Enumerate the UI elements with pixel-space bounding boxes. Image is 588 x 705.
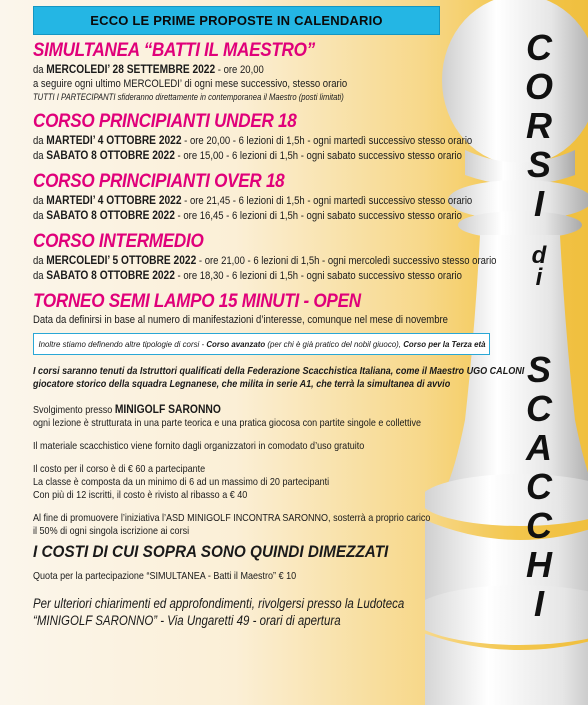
vertical-title-scacchi xyxy=(514,350,564,623)
intermedio-line-2: da SABATO 8 OTTOBRE 2022 - ore 18,30 - 6 lezioni di 1,5h - ogni sabato successivo stesso orario xyxy=(33,268,462,282)
vertical-letter: A xyxy=(526,427,552,468)
vertical-letter: d xyxy=(531,242,547,269)
vertical-letter: S xyxy=(526,349,551,390)
vertical-letter: C xyxy=(526,505,552,546)
simultanea-fee: Quota per la partecipazione “SIMULTANEA - Batti il Maestro” € 10 xyxy=(33,570,297,582)
simultanea-date: da MERCOLEDI’ 28 SETTEMBRE 2022 - ore 20,00 xyxy=(33,62,264,76)
intermedio-title: CORSO INTERMEDIO xyxy=(33,231,204,252)
simultanea-title: SIMULTANEA “BATTI IL MAESTRO” xyxy=(33,40,315,61)
cost-line-1: Il costo per il corso è di € 60 a partecipante xyxy=(33,463,206,475)
torneo-line: Data da definirsi in base al numero di manifestazioni d’interesse, comunque nel mese di novembre xyxy=(33,314,448,326)
vertical-title-corsi xyxy=(514,28,564,223)
vertical-letter: C xyxy=(526,27,552,68)
halved-costs-headline: I COSTI DI CUI SOPRA SONO QUINDI DIMEZZATI xyxy=(33,542,389,561)
simultanea-recurrence: a seguire ogni ultimo MERCOLEDI’ di ogni mese successivo, stesso orario xyxy=(33,78,348,90)
vertical-letter: H xyxy=(526,544,552,585)
vertical-title-di xyxy=(514,242,564,291)
contact-line-2: “MINIGOLF SARONNO” - Via Ungaretti 49 - orari di apertura xyxy=(33,613,341,628)
vertical-letter: i xyxy=(535,264,543,291)
cost-line-3: Con più di 12 iscritti, il costo è rivisto al ribasso a € 40 xyxy=(33,489,248,501)
venue-line-1: Svolgimento presso MINIGOLF SARONNO xyxy=(33,402,221,416)
vertical-letter: I xyxy=(533,583,544,624)
flyer-content xyxy=(33,40,525,629)
under18-line-2: da SABATO 8 OTTOBRE 2022 - ore 15,00 - 6 lezioni di 1,5h - ogni sabato successivo stesso orario xyxy=(33,148,462,162)
simultanea-note: TUTTI I PARTECIPANTI sfideranno direttamente in contemporanea il Maestro (posti limitati) xyxy=(33,92,344,102)
promotion-line-1: Al fine di promuovere l’iniziativa l’ASD MINIGOLF INCONTRA SARONNO, sosterrà a proprio carico xyxy=(33,512,431,524)
venue-line-2: ogni lezione è strutturata in una parte teorica e una pratica giocosa con partite singole e collettive xyxy=(33,417,422,429)
vertical-letter: I xyxy=(533,183,544,224)
calendar-banner: ECCO LE PRIME PROPOSTE IN CALENDARIO xyxy=(33,6,440,35)
instructors-line-1: I corsi saranno tenuti da Istruttori qualificati della Federazione Scacchistica Italiana, come il Maestro UGO CALONI xyxy=(33,365,525,377)
other-courses-text: Inoltre stiamo definendo altre tipologie di corsi - Corso avanzato (per chi è già pratico del nobil giuoco), Corso per la Terza età xyxy=(37,339,486,349)
over18-title: CORSO PRINCIPIANTI OVER 18 xyxy=(33,171,285,192)
under18-title: CORSO PRINCIPIANTI UNDER 18 xyxy=(33,111,297,132)
instructors-line-2: giocatore storico della squadra Legnanese, che milita in serie A1, che terrà la simultanea di avvio xyxy=(33,378,451,390)
over18-line-2: da SABATO 8 OTTOBRE 2022 - ore 16,45 - 6 lezioni di 1,5h - ogni sabato successivo stesso orario xyxy=(33,208,462,222)
promotion-line-2: il 50% di ogni singola iscrizione ai corsi xyxy=(33,525,190,537)
over18-line-1: da MARTEDI’ 4 OTTOBRE 2022 - ore 21,45 - 6 lezioni di 1,5h - ogni martedì successivo stesso orario xyxy=(33,193,473,207)
vertical-letter: O xyxy=(524,66,553,107)
vertical-letter: C xyxy=(526,388,552,429)
cost-line-2: La classe è composta da un minimo di 6 ad un massimo di 20 partecipanti xyxy=(33,476,330,488)
contact-line-1: Per ulteriori chiarimenti ed approfondimenti, rivolgersi presso la Ludoteca xyxy=(33,596,405,611)
under18-line-1: da MARTEDI’ 4 OTTOBRE 2022 - ore 20,00 - 6 lezioni di 1,5h - ogni martedì successivo stesso orario xyxy=(33,133,473,147)
torneo-title: TORNEO SEMI LAMPO 15 MINUTI - OPEN xyxy=(33,291,361,312)
intermedio-line-1: da MERCOLEDI’ 5 OTTOBRE 2022 - ore 21,00 - 6 lezioni di 1,5h - ogni mercoledì successivo stesso orario xyxy=(33,253,497,267)
vertical-letter: S xyxy=(526,144,551,185)
vertical-letter: R xyxy=(526,105,552,146)
other-courses-box xyxy=(33,333,490,355)
vertical-letter: C xyxy=(526,466,552,507)
materials-line: Il materiale scacchistico viene fornito dagli organizzatori in comodato d’uso gratuito xyxy=(33,440,365,452)
